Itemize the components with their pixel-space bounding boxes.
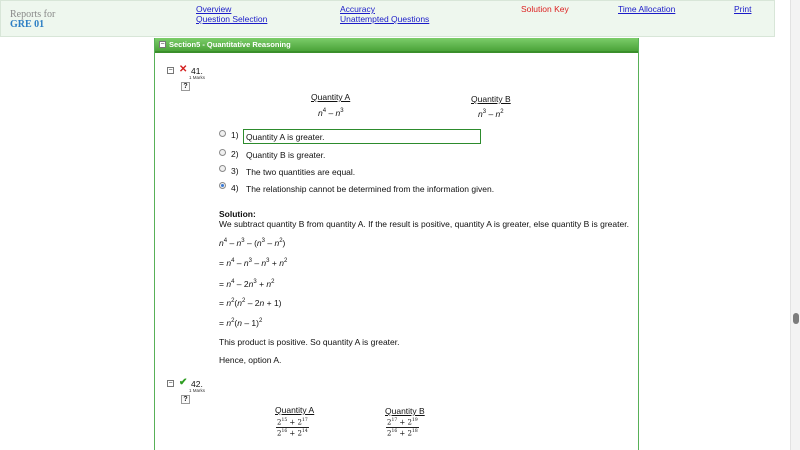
- option-number: 4): [231, 183, 239, 193]
- quantity-b-expression: $n^3 - n^2$: [478, 109, 504, 119]
- incorrect-x-icon: ✕: [179, 64, 188, 75]
- option-number: 3): [231, 166, 239, 176]
- section-title: Section5 - Quantitative Reasoning: [169, 40, 291, 49]
- collapse-icon[interactable]: −: [168, 380, 173, 387]
- solution-step: $n^4 - n^3 - (n^3 - n^2)$: [219, 238, 286, 248]
- question-marks: 1 Marks: [189, 388, 206, 393]
- quantity-a-expression: $n^4 - n^3$: [318, 108, 344, 118]
- nav-question-selection-link[interactable]: Question Selection: [196, 14, 268, 24]
- solution-step: = $n^2(n^2 - 2n + 1)$: [219, 298, 282, 308]
- option-text: The relationship cannot be determined from the information given.: [246, 184, 495, 194]
- option-text: The two quantities are equal.: [246, 167, 356, 177]
- solution-step: = $n^4 - n^3 - n^3 + n^2$: [219, 258, 288, 268]
- quantity-b-label: Quantity B: [471, 94, 511, 104]
- report-header: [0, 0, 775, 37]
- option-text: Quantity A is greater.: [246, 132, 325, 142]
- question-number: 42.: [191, 379, 203, 389]
- help-question-icon[interactable]: ?: [181, 82, 190, 91]
- quantity-a-label: Quantity A: [275, 405, 315, 415]
- option-1-radio[interactable]: [219, 130, 226, 137]
- scrollbar-thumb[interactable]: [793, 313, 799, 324]
- solution-step: = $n^4 - 2n^3 + n^2$: [219, 279, 275, 289]
- option-2-radio[interactable]: [219, 149, 226, 156]
- section-header-bar[interactable]: [155, 38, 638, 53]
- quantity-b-fraction: $\frac{2^{17} + 2^{19}}{2^{16} + 2^{18}}$: [387, 418, 418, 438]
- page-scrollbar[interactable]: [790, 0, 800, 450]
- correct-check-icon: ✔: [179, 377, 188, 388]
- nav-overview-link[interactable]: Overview: [196, 4, 232, 14]
- solution-conclusion: This product is positive. So quantity A is greater.: [219, 337, 400, 347]
- question-marks: 1 Marks: [189, 75, 206, 80]
- option-4-radio[interactable]: [219, 182, 226, 189]
- collapse-icon[interactable]: −: [168, 67, 173, 74]
- report-for-label: Reports for: [10, 9, 56, 20]
- solution-intro: We subtract quantity B from quantity A. If the result is positive, quantity A is greater, else quantity B is greater.: [219, 219, 629, 229]
- option-number: 1): [231, 130, 239, 140]
- solution-answer: Hence, option A.: [219, 355, 282, 365]
- nav-accuracy-link[interactable]: Accuracy: [340, 4, 375, 14]
- report-name: GRE 01: [10, 19, 45, 30]
- solution-label: Solution:: [219, 209, 256, 219]
- option-text: Quantity B is greater.: [246, 150, 326, 160]
- quantity-a-label: Quantity A: [311, 92, 351, 102]
- option-3-radio[interactable]: [219, 165, 226, 172]
- option-number: 2): [231, 149, 239, 159]
- question-number: 41.: [191, 66, 203, 76]
- help-question-icon[interactable]: ?: [181, 395, 190, 404]
- solution-step: = $n^2(n - 1)^2$: [219, 318, 263, 328]
- nav-time-allocation-link[interactable]: Time Allocation: [618, 4, 676, 14]
- nav-print-link[interactable]: Print: [734, 4, 752, 14]
- collapse-icon[interactable]: −: [160, 41, 165, 48]
- nav-unattempted-questions-link[interactable]: Unattempted Questions: [340, 14, 430, 24]
- quantity-a-fraction: $\frac{2^{15} + 2^{17}}{2^{16} + 2^{14}}$: [277, 418, 308, 438]
- nav-solution-key-link[interactable]: Solution Key: [521, 4, 569, 14]
- quantity-b-label: Quantity B: [385, 406, 425, 416]
